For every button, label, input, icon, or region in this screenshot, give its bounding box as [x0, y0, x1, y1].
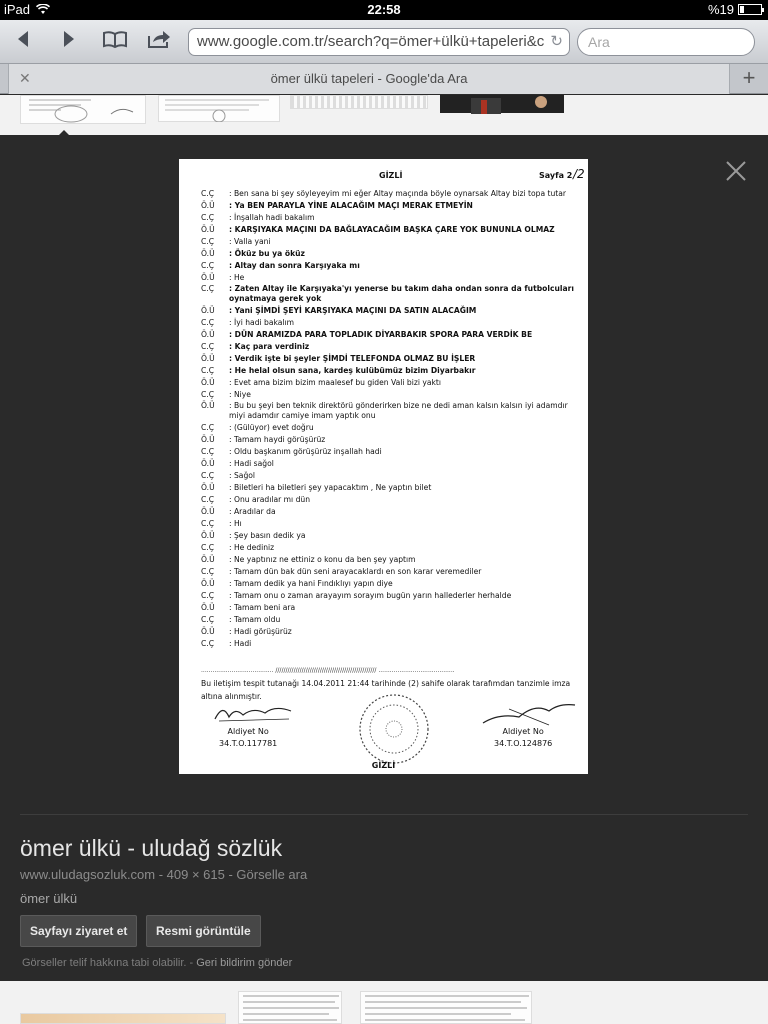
speaker-label: Ö.Ü: [201, 272, 215, 282]
result-title[interactable]: ömer ülkü - uludağ sözlük: [20, 835, 283, 861]
doc-closing-text: Bu iletişim tespit tutanağı 14.04.2011 21:44 tarihinde (2) sahife olarak tarafımdan tanzimle imza altına alınmıştır.: [201, 679, 571, 701]
image-viewer: [0, 139, 768, 981]
line-text: : Niye: [229, 389, 251, 399]
transcript-line: [201, 260, 579, 272]
line-text: : Tamam dedik ya hani Fındıklıyı yapın diye: [229, 578, 393, 588]
transcript-lines: [201, 189, 579, 650]
forward-icon[interactable]: [54, 28, 84, 56]
speaker-label: C.Ç: [201, 389, 215, 399]
transcript-line: [201, 224, 579, 236]
tab-title: ömer ülkü tapeleri - Google'da Ara: [270, 71, 468, 86]
line-text: : Sağol: [229, 470, 256, 480]
thumbnail-photo[interactable]: [440, 95, 564, 113]
line-text: : Altay dan sonra Karşıyaka mı: [229, 260, 360, 270]
line-text: : Zaten Altay ile Karşıyaka'yı yenerse bu takım daha ondan sonra da futbolcuları oynatmaya gerek yok: [229, 283, 574, 303]
transcript-line: [201, 566, 579, 578]
status-right: [708, 2, 762, 17]
line-text: : He dediniz: [229, 542, 275, 552]
transcript-line: [201, 272, 579, 284]
divider: [20, 814, 748, 815]
transcript-line: [201, 200, 579, 212]
speaker-label: Ö.Ü: [201, 434, 215, 444]
line-text: : Ne yaptınız ne ettiniz o konu da ben şey yaptım: [229, 554, 416, 564]
line-text: : Şey basın dedik ya: [229, 530, 306, 540]
speaker-label: C.Ç: [201, 365, 215, 375]
back-icon[interactable]: [8, 28, 38, 56]
left-signatory: [219, 726, 277, 750]
signature-left-icon: [209, 699, 299, 725]
browser-toolbar: [0, 20, 768, 64]
tab-bar: [0, 64, 768, 94]
line-text: : Oldu başkanım görüşürüz inşallah hadi: [229, 446, 382, 456]
battery-fill: [740, 6, 744, 13]
speaker-label: C.Ç: [201, 283, 215, 293]
line-text: : Evet ama bizim bizim maalesef bu giden Vali bizi yaktı: [229, 377, 441, 387]
line-text: : İyi hadi bakalım: [229, 317, 295, 327]
line-text: : Valla yani: [229, 236, 271, 246]
image-results-strip: [0, 95, 768, 135]
line-text: : Hadi: [229, 638, 252, 648]
speaker-label: C.Ç: [201, 590, 215, 600]
transcript-line: [201, 248, 579, 260]
transcript-line: [201, 590, 579, 602]
selection-pointer: [55, 130, 73, 139]
line-text: : He: [229, 272, 245, 282]
doc-page-label: Sayfa 2: [539, 171, 573, 180]
seal-icon: [349, 689, 439, 769]
transcript-line: [201, 506, 579, 518]
speaker-label: Ö.Ü: [201, 578, 215, 588]
speaker-label: Ö.Ü: [201, 353, 215, 363]
result-description: ömer ülkü: [20, 891, 78, 906]
speaker-label: C.Ç: [201, 260, 215, 270]
right-sign-number: 34.T.O.124876: [494, 739, 553, 748]
line-text: : Yani ŞİMDİ ŞEYİ KARŞIYAKA MAÇINI DA SATIN ALACAĞIM: [229, 305, 477, 315]
share-icon[interactable]: [142, 28, 176, 56]
speaker-label: C.Ç: [201, 341, 215, 351]
speaker-label: Ö.Ü: [201, 305, 215, 315]
line-text: : Biletleri ha biletleri şey yapacaktım , Ne yaptın bilet: [229, 482, 432, 492]
active-tab[interactable]: [8, 64, 730, 94]
speaker-label: Ö.Ü: [201, 530, 215, 540]
transcript-line: [201, 284, 579, 305]
transcript-line: [201, 317, 579, 329]
right-sign-title: Aldiyet No: [502, 727, 544, 736]
transcript-line: [201, 401, 579, 422]
image-results-strip-bottom: [0, 981, 768, 1024]
speaker-label: C.Ç: [201, 494, 215, 504]
transcript-line: [201, 353, 579, 365]
left-sign-number: 34.T.O.117781: [219, 739, 278, 748]
bookmarks-icon[interactable]: [98, 28, 132, 56]
transcript-line: [201, 365, 579, 377]
search-placeholder: Ara: [588, 34, 610, 50]
thumbnail-document[interactable]: [360, 991, 532, 1024]
transcript-line: [201, 341, 579, 353]
visit-page-button[interactable]: Sayfayı ziyaret et: [20, 915, 137, 947]
device-name: iPad: [4, 2, 31, 17]
thumbnail-photo[interactable]: [290, 95, 428, 109]
transcript-line: [201, 422, 579, 434]
speaker-label: C.Ç: [201, 422, 215, 432]
speaker-label: C.Ç: [201, 518, 215, 528]
line-text: : KARŞIYAKA MAÇINI DA BAĞLAYACAĞIM BAŞKA ÇARE YOK BUNUNLA OLMAZ: [229, 224, 555, 234]
transcript-line: [201, 446, 579, 458]
reload-icon[interactable]: ↻: [550, 33, 563, 50]
transcript-line: [201, 530, 579, 542]
thumbnail-document[interactable]: [20, 95, 146, 124]
line-text: : Tamam dün bak dün seni arayacaklardı en son karar veremediler: [229, 566, 482, 576]
doc-footer-label: GİZLİ: [371, 761, 396, 770]
speaker-label: C.Ç: [201, 446, 215, 456]
line-text: : (Gülüyor) evet doğru: [229, 422, 314, 432]
transcript-line: [201, 305, 579, 317]
transcript-line: [201, 482, 579, 494]
transcript-line: [201, 578, 579, 590]
line-text: : Hı: [229, 518, 242, 528]
address-bar[interactable]: [188, 28, 570, 56]
line-text: : Ya BEN PARAYLA YİNE ALACAĞIM MAÇI MERAK ETMEYİN: [229, 200, 473, 210]
line-text: : Ben sana bi şey söyleyeyim mi eğer Altay maçında böyle oynarsak Altay bizi topa tutar: [229, 189, 567, 198]
new-tab-icon[interactable]: +: [742, 65, 756, 90]
footer-separator: -: [186, 957, 197, 969]
close-icon[interactable]: [722, 159, 750, 187]
transcript-line: [201, 638, 579, 650]
right-signatory: [494, 726, 552, 750]
speaker-label: C.Ç: [201, 189, 215, 198]
line-text: : Tamam onu o zaman arayayım sorayım bugün yarın hallederler herhalde: [229, 590, 512, 600]
speaker-label: C.Ç: [201, 566, 215, 576]
doc-divider: ...................................... ////////////////////////////////////////////////// ........................................: [201, 667, 455, 674]
line-text: : Tamam oldu: [229, 614, 281, 624]
line-text: : Bu bu şeyi ben teknik direktörü gönderirken bize ne dedi aman kalsın kalsın iyi adamdır miyi adamdır camiye imam yaptık onu: [229, 400, 568, 420]
speaker-label: Ö.Ü: [201, 248, 215, 258]
speaker-label: Ö.Ü: [201, 554, 215, 564]
battery-icon: [738, 4, 762, 15]
speaker-label: Ö.Ü: [201, 200, 215, 210]
speaker-label: C.Ç: [201, 614, 215, 624]
transcript-line: [201, 494, 579, 506]
speaker-label: C.Ç: [201, 542, 215, 552]
left-sign-title: Aldiyet No: [227, 727, 269, 736]
speaker-label: Ö.Ü: [201, 506, 215, 516]
copyright-line: [22, 957, 292, 969]
speaker-label: C.Ç: [201, 317, 215, 327]
transcript-line: [201, 212, 579, 224]
transcript-line: [201, 329, 579, 341]
line-text: : DÜN ARAMIZDA PARA TOPLADIK DİYARBAKIR SPORA PARA VERDİK BE: [229, 329, 533, 339]
view-image-button[interactable]: Resmi görüntüle: [146, 915, 261, 947]
speaker-label: Ö.Ü: [201, 377, 215, 387]
doc-header-label: GİZLİ: [379, 171, 403, 180]
signature-right-icon: [479, 699, 579, 729]
speaker-label: C.Ç: [201, 236, 215, 246]
transcript-line: [201, 389, 579, 401]
speaker-label: Ö.Ü: [201, 400, 215, 410]
copyright-text: Görseller telif hakkına tabi olabilir.: [22, 957, 187, 969]
transcript-line: [201, 626, 579, 638]
document-image[interactable]: [179, 159, 588, 774]
line-text: : İnşallah hadi bakalım: [229, 212, 315, 222]
speaker-label: Ö.Ü: [201, 482, 215, 492]
transcript-line: [201, 189, 579, 200]
feedback-link[interactable]: Geri bildirim gönder: [196, 957, 293, 969]
speaker-label: C.Ç: [201, 638, 215, 648]
transcript-line: [201, 554, 579, 566]
transcript-line: [201, 614, 579, 626]
speaker-label: Ö.Ü: [201, 626, 215, 636]
search-input[interactable]: [577, 28, 755, 56]
thumbnail-document[interactable]: [238, 991, 342, 1024]
close-tab-icon[interactable]: ✕: [19, 70, 31, 86]
transcript-line: [201, 458, 579, 470]
line-text: : Onu aradılar mı dün: [229, 494, 311, 504]
doc-page-mark: /2: [573, 167, 585, 181]
line-text: : Hadi görüşürüz: [229, 626, 292, 636]
line-text: : Hadi sağol: [229, 458, 274, 468]
speaker-label: Ö.Ü: [201, 224, 215, 234]
thumbnail-photo[interactable]: [20, 1013, 226, 1024]
result-meta[interactable]: www.uludagsozluk.com - 409 × 615 - Görselle ara: [20, 867, 308, 882]
speaker-label: Ö.Ü: [201, 458, 215, 468]
line-text: : He helal olsun sana, kardeş kulübümüz bizim Diyarbakır: [229, 365, 476, 375]
transcript-line: [201, 377, 579, 389]
speaker-label: Ö.Ü: [201, 329, 215, 339]
url-text: www.google.com.tr/search?q=ömer+ülkü+tapeleri&c: [197, 33, 545, 50]
line-text: : Kaç para verdiniz: [229, 341, 310, 351]
line-text: : Öküz bu ya öküz: [229, 248, 305, 258]
line-text: : Aradılar da: [229, 506, 276, 516]
line-text: : Verdik işte bi şeyler ŞİMDİ TELEFONDA OLMAZ BU İŞLER: [229, 353, 476, 363]
transcript-line: [201, 542, 579, 554]
transcript-line: [201, 518, 579, 530]
battery-percent: %19: [707, 2, 734, 17]
line-text: : Tamam beni ara: [229, 602, 296, 612]
clock: 22:58: [367, 2, 401, 17]
transcript-line: [201, 434, 579, 446]
speaker-label: Ö.Ü: [201, 602, 215, 612]
transcript-line: [201, 470, 579, 482]
speaker-label: C.Ç: [201, 470, 215, 480]
speaker-label: C.Ç: [201, 212, 215, 222]
transcript-line: [201, 236, 579, 248]
line-text: : Tamam haydi görüşürüz: [229, 434, 326, 444]
status-bar: [0, 0, 768, 20]
thumbnail-document[interactable]: [158, 95, 280, 122]
transcript-line: [201, 602, 579, 614]
